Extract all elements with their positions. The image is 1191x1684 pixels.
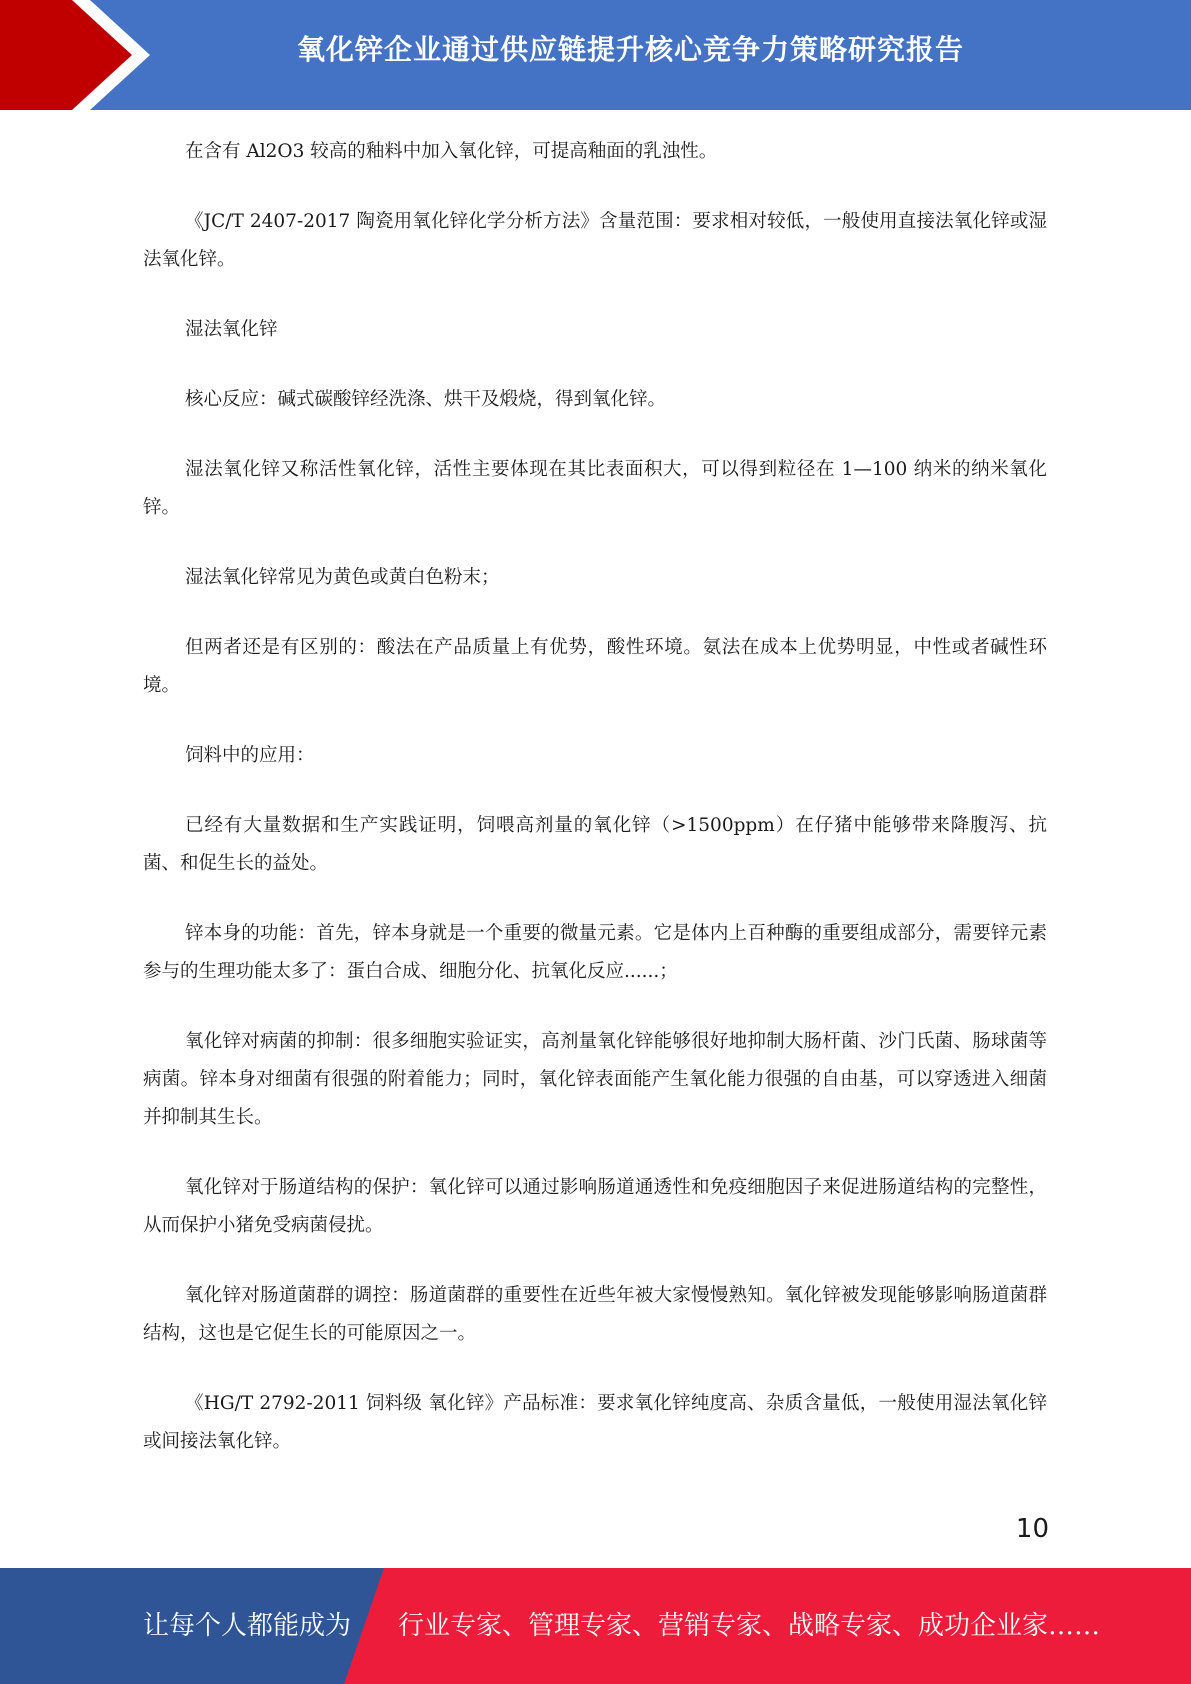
footer-slogan-left: 让每个人都能成为 xyxy=(143,1611,352,1641)
section-heading: 饲料中的应用： xyxy=(185,745,315,766)
paragraph: 在含有 Al2O3 较高的釉料中加入氧化锌，可提高釉面的乳浊性。 xyxy=(185,141,718,162)
page-footer xyxy=(0,1568,1191,1684)
section-heading: 湿法氧化锌 xyxy=(185,319,278,340)
paragraph: 氧化锌对病菌的抑制：很多细胞实验证实，高剂量氧化锌能够很好地抑制大肠杆菌、沙门氏菌、肠球菌等病菌。锌本身对细菌有很强的附着能力；同时，氧化锌表面能产生氧化能力很强的自由基，可以穿透进入细菌并抑制其生长。 xyxy=(143,1031,1047,1128)
page-number: 10 xyxy=(1015,1514,1049,1544)
paragraph: 湿法氧化锌常见为黄色或黄白色粉末； xyxy=(185,567,500,588)
paragraph: 湿法氧化锌又称活性氧化锌，活性主要体现在其比表面积大，可以得到粒径在 1—100 纳米的纳米氧化锌。 xyxy=(143,459,1047,518)
paragraph: 《HG/T 2792-2011 饲料级 氧化锌》产品标准：要求氧化锌纯度高、杂质含量低，一般使用湿法氧化锌或间接法氧化锌。 xyxy=(143,1393,1047,1452)
paragraph: 氧化锌对肠道菌群的调控：肠道菌群的重要性在近些年被大家慢慢熟知。氧化锌被发现能够影响肠道菌群结构，这也是它促生长的可能原因之一。 xyxy=(143,1285,1047,1344)
document-title: 氧化锌企业通过供应链提升核心竞争力策略研究报告 xyxy=(296,33,964,66)
document-body xyxy=(143,133,1047,1493)
paragraph: 核心反应：碱式碳酸锌经洗涤、烘干及煅烧，得到氧化锌。 xyxy=(185,389,667,410)
footer-slogan-right: 行业专家、管理专家、营销专家、战略专家、成功企业家…… xyxy=(398,1611,1101,1641)
paragraph: 但两者还是有区别的：酸法在产品质量上有优势，酸性环境。氨法在成本上优势明显，中性或者碱性环境。 xyxy=(143,637,1047,696)
paragraph: 锌本身的功能：首先，锌本身就是一个重要的微量元素。它是体内上百种酶的重要组成部分，需要锌元素参与的生理功能太多了：蛋白合成、细胞分化、抗氧化反应......； xyxy=(143,923,1047,982)
paragraph: 氧化锌对于肠道结构的保护：氧化锌可以通过影响肠道通透性和免疫细胞因子来促进肠道结构的完整性，从而保护小猪免受病菌侵扰。 xyxy=(143,1177,1047,1236)
paragraph: 已经有大量数据和生产实践证明，饲喂高剂量的氧化锌（>1500ppm）在仔猪中能够带来降腹泻、抗菌、和促生长的益处。 xyxy=(143,815,1047,874)
paragraph: 《JC/T 2407-2017 陶瓷用氧化锌化学分析方法》含量范围：要求相对较低，一般使用直接法氧化锌或湿法氧化锌。 xyxy=(143,211,1047,270)
page-header xyxy=(0,0,1191,110)
